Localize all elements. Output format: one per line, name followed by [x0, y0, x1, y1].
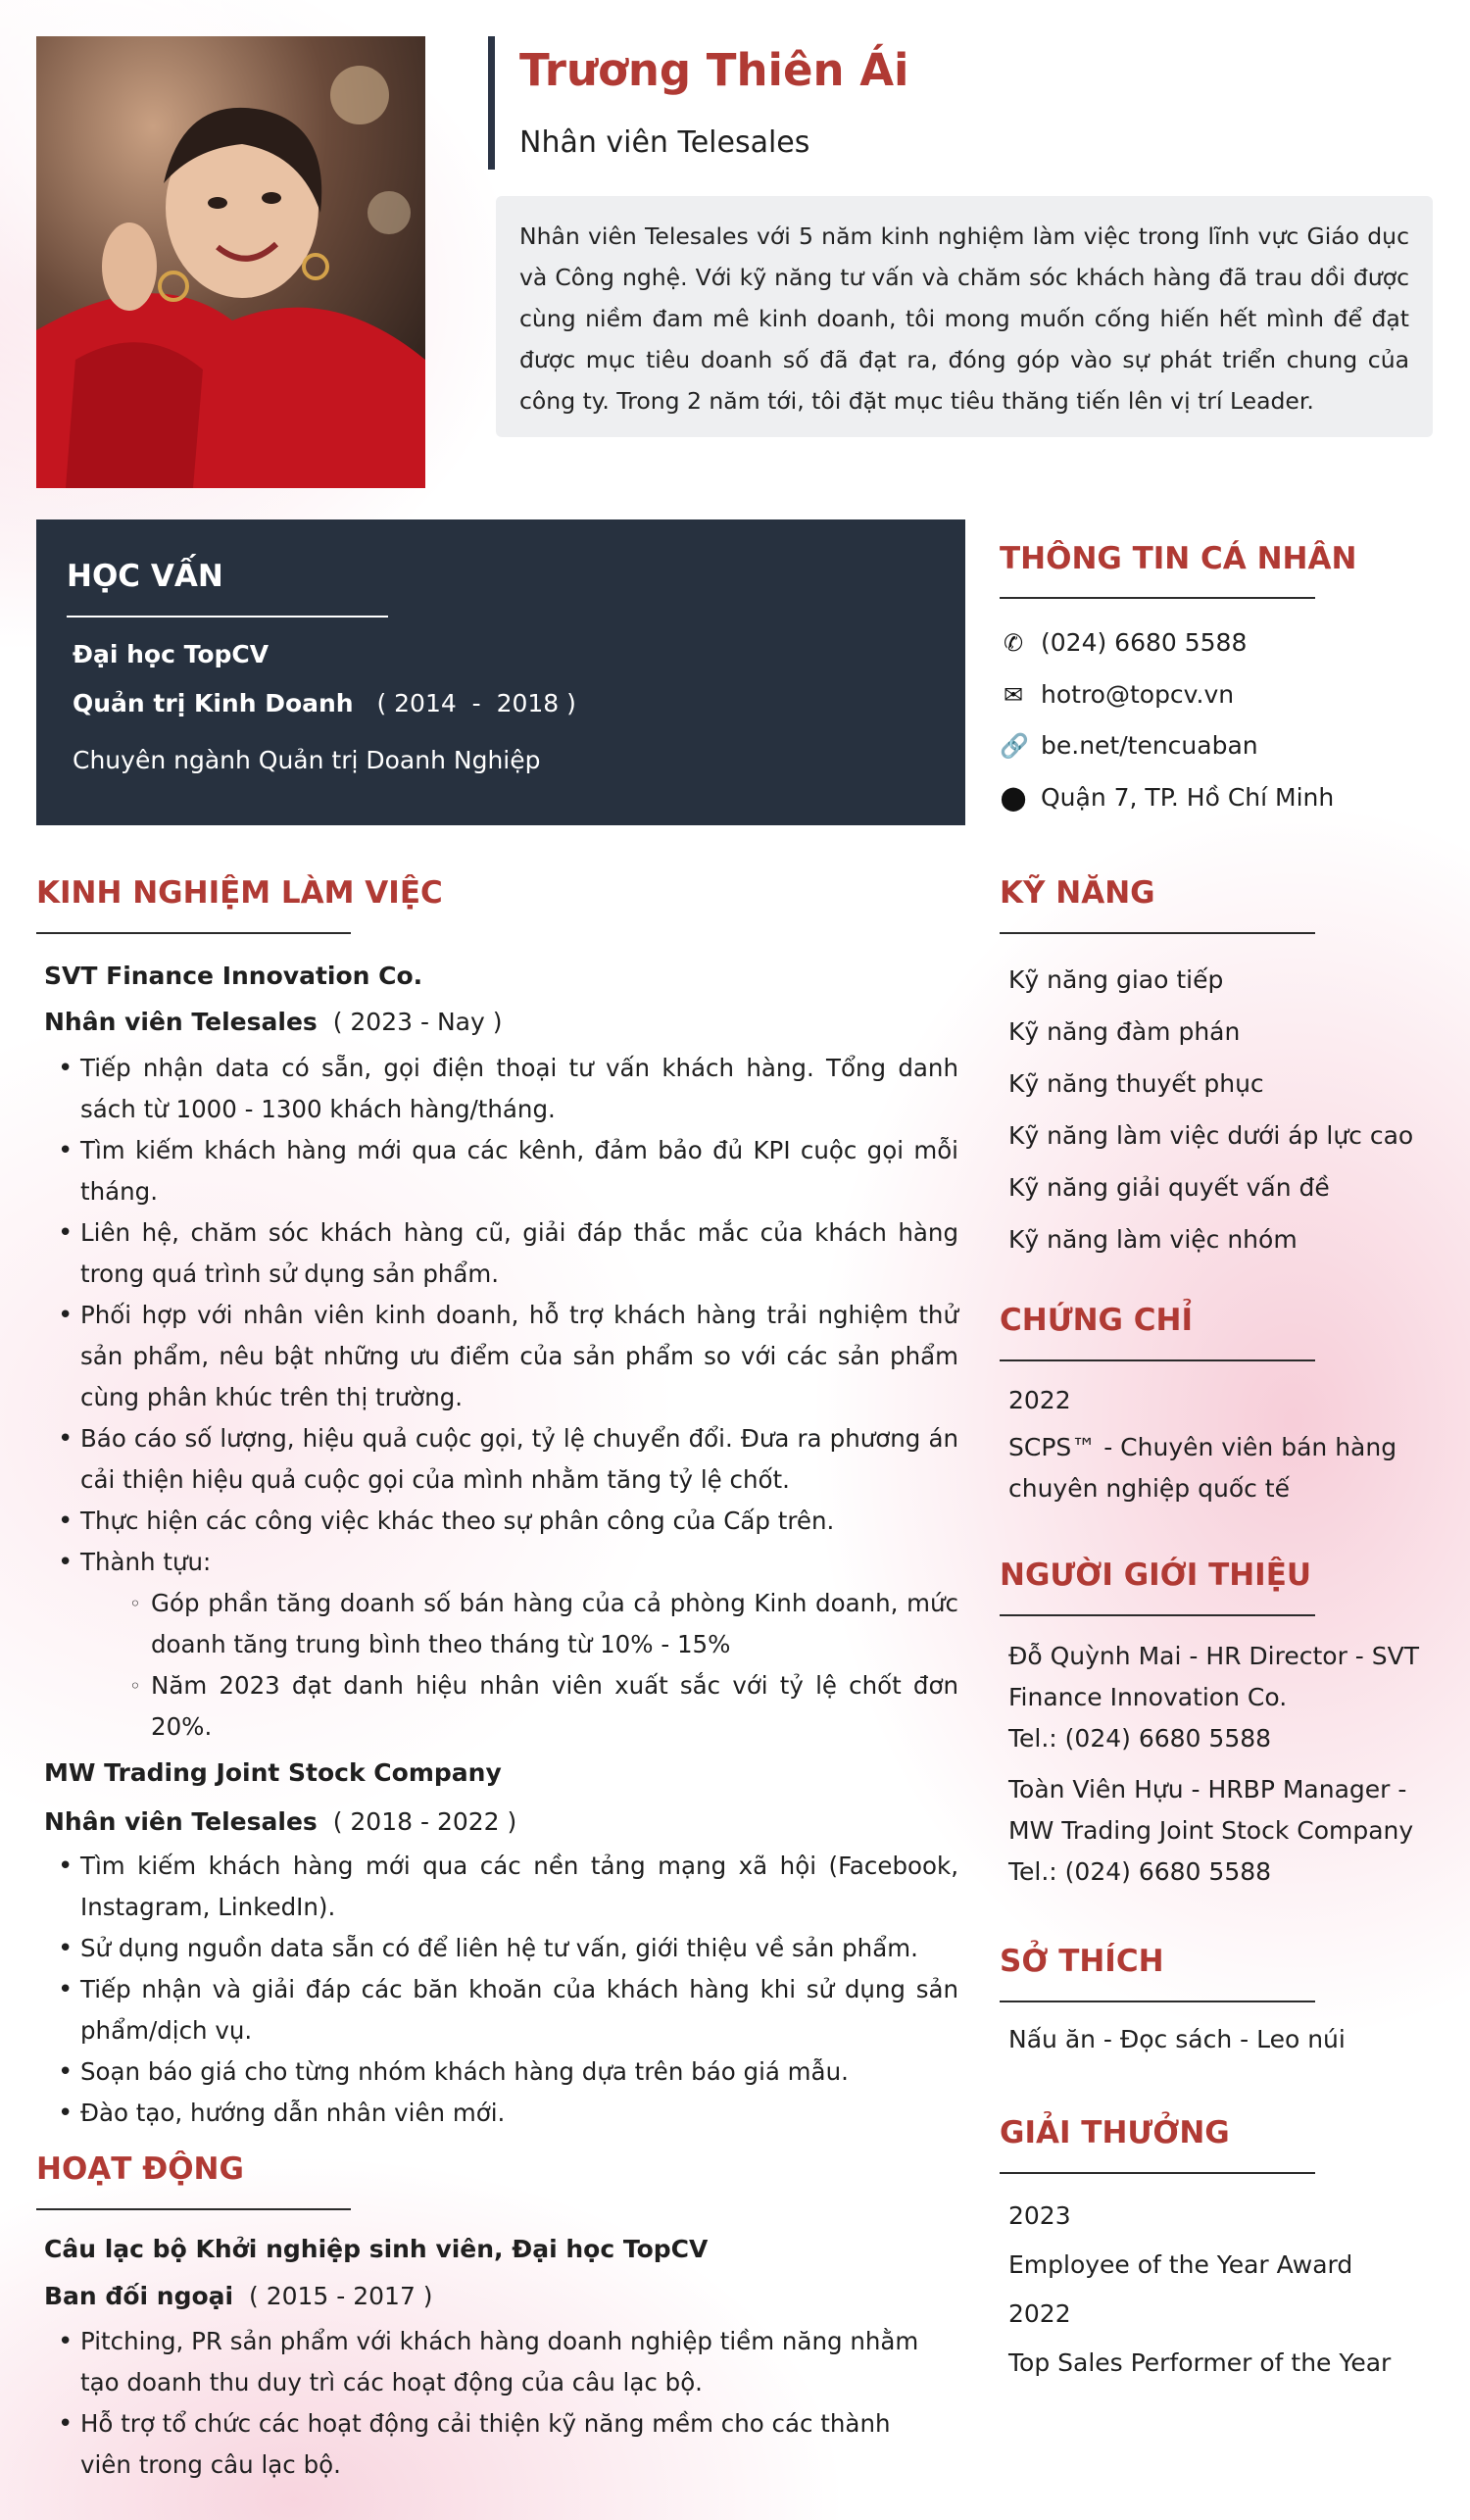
job-period: ( 2018 - 2022 ): [332, 1807, 517, 1836]
job-entry: [36, 1748, 958, 2134]
reference-text: Toàn Viên Hựu - HRBP Manager - MW Trading Joint Stock Company: [1008, 1775, 1414, 1845]
education-school: Đại học TopCV: [73, 640, 270, 668]
certificate-name: SCPS™ - Chuyên viên bán hàng chuyên nghiệp quốc tế: [1008, 1433, 1397, 1503]
achievement-bullets: [36, 1583, 958, 1748]
activity-period: ( 2015 - 2017 ): [249, 2282, 433, 2310]
award-name: Top Sales Performer of the Year: [1008, 2348, 1392, 2377]
experience-list: [36, 956, 958, 2134]
reference-phone: Tel.: (024) 6680 5588: [1008, 1857, 1272, 1886]
experience-heading: KINH NGHIỆM LÀM VIỆC: [36, 875, 443, 911]
skill-item: Kỹ năng làm việc dưới áp lực cao: [1008, 1121, 1414, 1150]
list-item: • Soạn báo giá cho từng nhóm khách hàng dựa trên báo giá mẫu.: [36, 2051, 958, 2093]
job-bullets: [36, 1846, 958, 2134]
award-year: 2022: [1008, 2299, 1071, 2328]
list-item: • Liên hệ, chăm sóc khách hàng cũ, giải đáp thắc mắc của khách hàng trong quá trình sử dụng sản phẩm.: [36, 1212, 958, 1295]
certificates-heading: CHỨNG CHỈ: [1000, 1303, 1194, 1338]
certificates-rule: [1000, 1359, 1315, 1361]
skill-item: Kỹ năng giải quyết vấn đề: [1008, 1173, 1330, 1202]
hobbies-heading: SỞ THÍCH: [1000, 1944, 1164, 1979]
contact-phone[interactable]: (024) 6680 5588: [1041, 628, 1248, 657]
references-heading: NGƯỜI GIỚI THIỆU: [1000, 1557, 1312, 1593]
references-rule: [1000, 1614, 1315, 1616]
experience-rule: [36, 932, 351, 934]
contact-email[interactable]: hotro@topcv.vn: [1041, 680, 1235, 709]
education-section: [36, 519, 965, 825]
skill-item: Kỹ năng làm việc nhóm: [1008, 1225, 1298, 1254]
education-end: 2018: [496, 689, 560, 717]
activity-role-line: [36, 2272, 958, 2321]
list-item: • Tìm kiếm khách hàng mới qua các kênh, đảm bảo đủ KPI cuộc gọi mỗi tháng.: [36, 1130, 958, 1212]
job-role: Nhân viên Telesales: [44, 1807, 318, 1836]
reference-text: Đỗ Quỳnh Mai - HR Director - SVT Finance Innovation Co.: [1008, 1642, 1420, 1711]
education-start: 2014: [394, 689, 457, 717]
activities-heading: HOẠT ĐỘNG: [36, 2151, 244, 2187]
list-item: • Sử dụng nguồn data sẵn có để liên hệ tư vấn, giới thiệu về sản phẩm.: [36, 1928, 958, 1969]
reference-item: [1008, 1769, 1440, 1893]
list-item: • Thành tựu:: [36, 1542, 958, 1583]
summary-text: Nhân viên Telesales với 5 năm kinh nghiệm làm việc trong lĩnh vực Giáo dục và Công nghệ. Với kỹ năng tư vấn và chăm sóc khách hàng đã trau dồi được cùng niềm đam mê kinh doanh, tôi mong muốn cống hiến hết mình để đạt được mục tiêu doanh số đã đạt ra, đóng góp vào sự phát triển chung của công ty. Trong 2 năm tới, tôi đặt mục tiêu thăng tiến lên vị trí Leader.: [519, 222, 1409, 415]
hobbies-rule: [1000, 2001, 1315, 2002]
activity-org: Câu lạc bộ Khởi nghiệp sinh viên, Đại học TopCV: [44, 2235, 709, 2263]
award-name: Employee of the Year Award: [1008, 2250, 1353, 2279]
references-list: [1008, 1636, 1440, 1893]
contact-phone-row: [1000, 622, 1247, 664]
list-item: • Đào tạo, hướng dẫn nhân viên mới.: [36, 2093, 958, 2134]
awards-heading: GIẢI THƯỞNG: [1000, 2115, 1230, 2150]
list-item: • Pitching, PR sản phẩm với khách hàng doanh nghiệp tiềm năng nhằm tạo doanh thu duy trì các hoạt động của câu lạc bộ.: [36, 2321, 938, 2403]
awards-list: [1008, 2192, 1440, 2388]
education-major: Quản trị Kinh Doanh: [73, 689, 354, 717]
reference-phone: Tel.: (024) 6680 5588: [1008, 1724, 1272, 1753]
contact-address-row: [1000, 777, 1334, 818]
list-item: ◦ Góp phần tăng doanh số bán hàng của cả phòng Kinh doanh, mức doanh tăng trung bình theo tháng từ 10% - 15%: [36, 1583, 958, 1665]
location-pin-icon: ⬤: [1000, 784, 1027, 812]
list-item: • Tiếp nhận data có sẵn, gọi điện thoại tư vấn khách hàng. Tổng danh sách từ 1000 - 1300 khách hàng/tháng.: [36, 1048, 958, 1130]
list-item: • Hỗ trợ tổ chức các hoạt động cải thiện kỹ năng mềm cho các thành viên trong câu lạc bộ.: [36, 2403, 938, 2486]
list-item: • Phối hợp với nhân viên kinh doanh, hỗ trợ khách hàng trải nghiệm thử sản phẩm, nêu bật những ưu điểm của sản phẩm so với các sản phẩm cùng phân khúc trên thị trường.: [36, 1295, 958, 1418]
job-role-line: [36, 1799, 958, 1846]
job-period: ( 2023 - Nay ): [332, 1008, 503, 1036]
award-year: 2023: [1008, 2201, 1071, 2230]
list-item: • Tiếp nhận và giải đáp các băn khoăn của khách hàng khi sử dụng sản phẩm/dịch vụ.: [36, 1969, 958, 2051]
link-icon: 🔗: [1000, 732, 1029, 760]
skill-item: Kỹ năng đàm phán: [1008, 1017, 1241, 1046]
list-item: • Báo cáo số lượng, hiệu quả cuộc gọi, tỷ lệ chuyển đổi. Đưa ra phương án cải thiện hiệu quả cuộc gọi của mình nhằm tăng tỷ lệ chốt.: [36, 1418, 958, 1501]
list-item: • Thực hiện các công việc khác theo sự phân công của Cấp trên.: [36, 1501, 958, 1542]
activity-bullets: [36, 2321, 938, 2486]
skills-heading: KỸ NĂNG: [1000, 875, 1155, 911]
candidate-name: Trương Thiên Ái: [519, 44, 909, 96]
list-item: ◦ Năm 2023 đạt danh hiệu nhân viên xuất sắc với tỷ lệ chốt đơn 20%.: [36, 1665, 958, 1748]
awards-rule: [1000, 2172, 1315, 2174]
contact-heading: THÔNG TIN CÁ NHÂN: [1000, 541, 1357, 576]
hobbies-text: Nấu ăn - Đọc sách - Leo núi: [1008, 2025, 1346, 2053]
education-specialization: Chuyên ngành Quản trị Doanh Nghiệp: [73, 746, 541, 774]
activities-rule: [36, 2208, 351, 2210]
mail-icon: ✉: [1003, 681, 1024, 709]
activities-list: [36, 2227, 958, 2486]
name-accent-bar: [488, 36, 495, 170]
job-company: SVT Finance Innovation Co.: [44, 962, 423, 990]
contact-rule: [1000, 597, 1315, 599]
skill-item: Kỹ năng giao tiếp: [1008, 965, 1224, 994]
phone-icon: ✆: [1003, 629, 1024, 657]
job-company: MW Trading Joint Stock Company: [44, 1758, 502, 1787]
skills-rule: [1000, 932, 1315, 934]
job-entry: [36, 956, 958, 1748]
contact-email-row: [1000, 674, 1234, 716]
job-bullets: [36, 1048, 958, 1583]
job-role: Nhân viên Telesales: [44, 1008, 318, 1036]
candidate-title: Nhân viên Telesales: [519, 125, 810, 160]
contact-website[interactable]: be.net/tencuaban: [1041, 731, 1258, 760]
summary-box: [496, 196, 1433, 437]
job-role-line: [36, 997, 958, 1048]
education-degree: Quản trị Kinh Doanh ( 2014 - 2018 ): [73, 689, 576, 717]
list-item: • Tìm kiếm khách hàng mới qua các nền tảng mạng xã hội (Facebook, Instagram, LinkedIn).: [36, 1846, 958, 1928]
activity-role: Ban đối ngoại: [44, 2282, 234, 2310]
skills-list: [1008, 954, 1459, 1265]
education-heading: HỌC VẤN: [67, 559, 223, 594]
education-rule: [67, 616, 388, 618]
reference-item: [1008, 1636, 1440, 1759]
profile-photo: [36, 36, 425, 488]
contact-website-row: [1000, 725, 1258, 766]
portrait-image: [36, 36, 425, 488]
skill-item: Kỹ năng thuyết phục: [1008, 1069, 1264, 1098]
contact-address: Quận 7, TP. Hồ Chí Minh: [1041, 783, 1335, 812]
certificate-year: 2022: [1008, 1386, 1071, 1414]
